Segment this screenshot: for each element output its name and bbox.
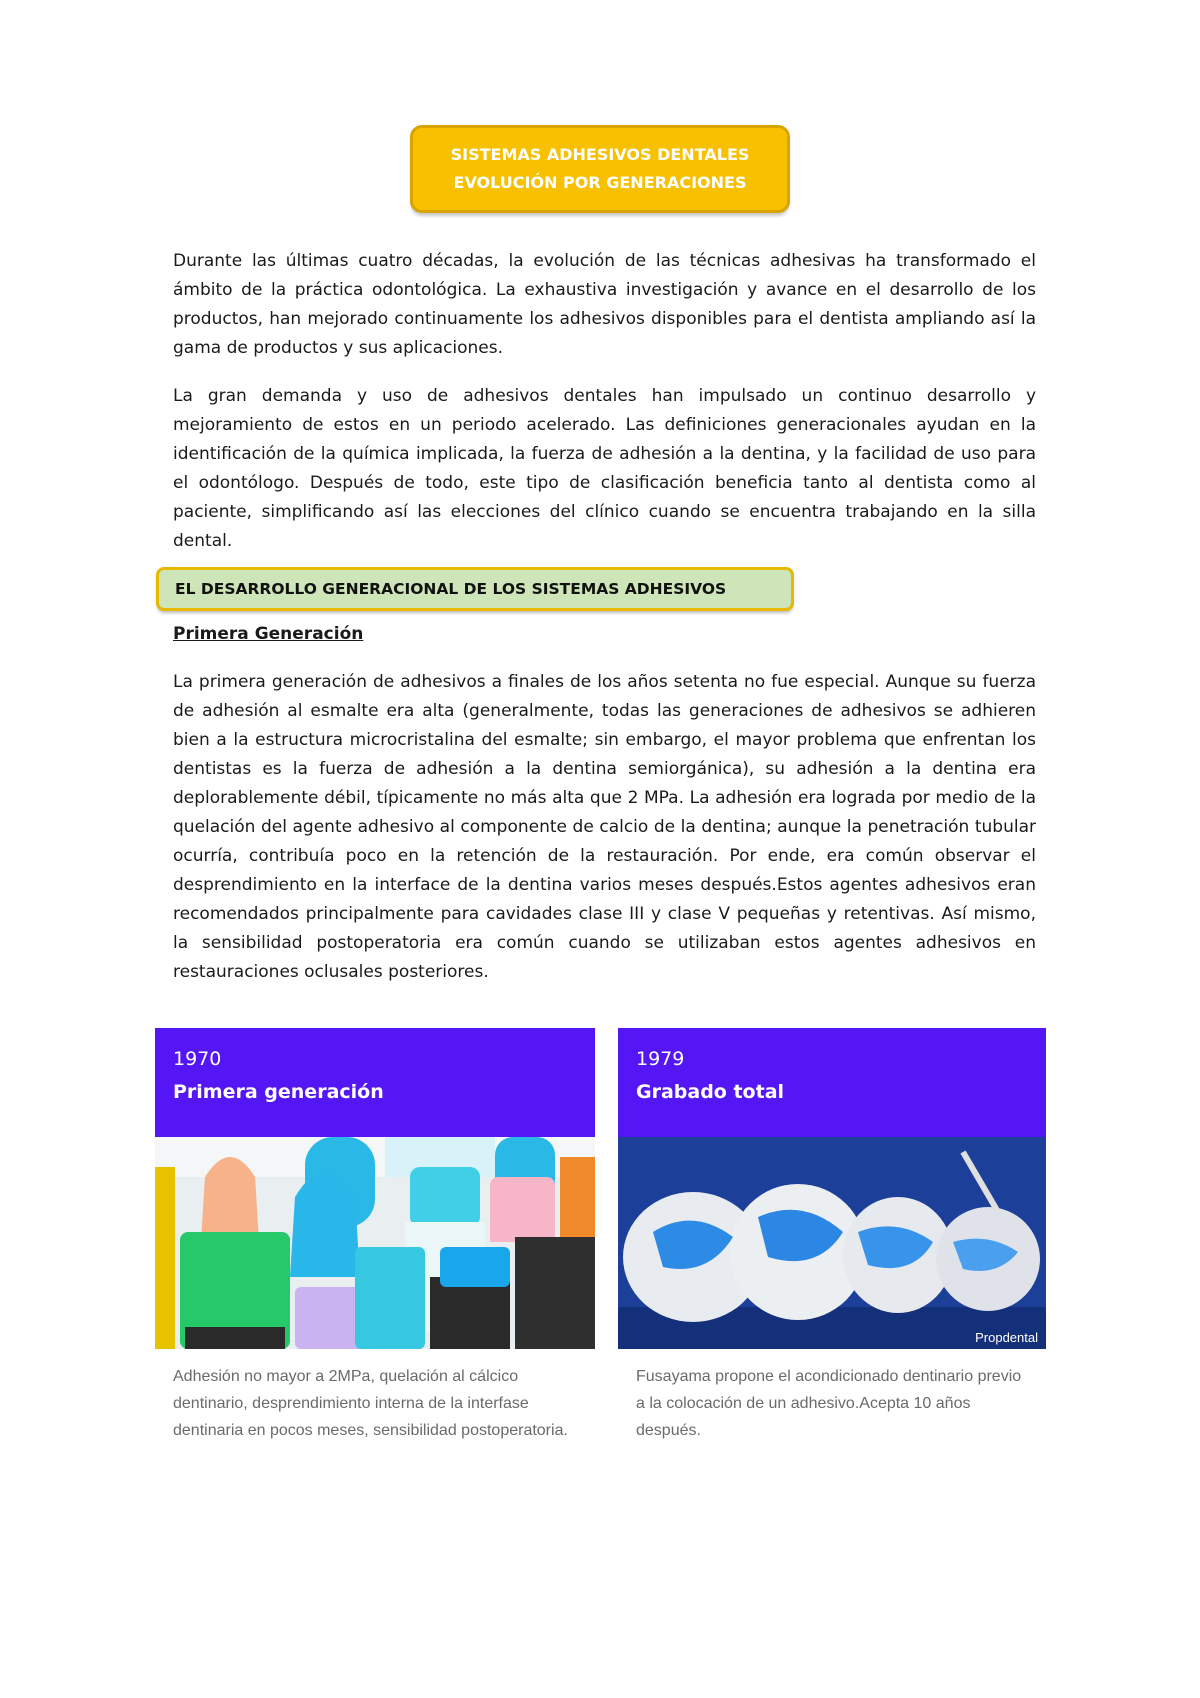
timeline-card-1979 bbox=[618, 1028, 1046, 1444]
card-header bbox=[618, 1028, 1046, 1137]
subheading-primera-generacion: Primera Generación bbox=[173, 624, 364, 644]
intro-paragraph-2: La gran demanda y uso de adhesivos dentales han impulsado un continuo desarrollo y mejoramiento de estos en un periodo acelerado. Las definiciones generacionales ayudan en la identificación de la química implicada, la fuerza de adhesión a la dentina, y la facilidad de uso para el odontólogo. Después de todo, este tipo de clasificación beneficia tanto al dentista como al paciente, simplificando así las elecciones del clínico cuando se encuentra trabajando en la silla dental. bbox=[173, 386, 1036, 551]
adhesive-bottles-image bbox=[155, 1137, 595, 1349]
card-year: 1979 bbox=[636, 1048, 685, 1070]
card-description: Fusayama propone el acondicionado dentinario previo a la colocación de un adhesivo.Acepta 10 años después. bbox=[636, 1368, 1022, 1439]
section-heading-box bbox=[156, 567, 794, 611]
document-title-box bbox=[410, 125, 790, 213]
title-line-1: SISTEMAS ADHESIVOS DENTALES bbox=[450, 145, 750, 164]
image-watermark: Propdental bbox=[975, 1330, 1038, 1345]
card-header bbox=[155, 1028, 595, 1137]
card-year: 1970 bbox=[173, 1048, 222, 1070]
section-paragraph: La primera generación de adhesivos a finales de los años setenta no fue especial. Aunque su fuerza de adhesión al esmalte era alta (generalmente, todas las generaciones de adhesivos se adhieren bien a la estructura microcristalina del esmalte; sin embargo, el mayor problema que enfrentan los dentistas es la fuerza de adhesión a la dentina semiorgánica), su adhesión a la dentina era deplorablemente débil, típicamente no más alta que 2 MPa. La adhesión era lograda por medio de la quelación del agente adhesivo al componente de calcio de la dentina; aunque la penetración tubular ocurría, contribuía poco en la retención de la restauración. Por ende, era común observar el desprendimiento en la interface de la dentina varios meses después.Estos agentes adhesivos eran recomendados principalmente para cavidades clase III y clase V pequeñas y retentivas. Así mismo, la sensibilidad postoperatoria era común cuando se utilizaban estos agentes adhesivos en restauraciones oclusales posteriores. bbox=[173, 672, 1036, 982]
title-line-2: EVOLUCIÓN POR GENERACIONES bbox=[453, 173, 747, 192]
card-description: Adhesión no mayor a 2MPa, quelación al cálcico dentinario, desprendimiento interna de la interfase dentinaria en pocos meses, sensibilidad postoperatoria. bbox=[173, 1368, 568, 1439]
card-title: Grabado total bbox=[636, 1081, 785, 1103]
section-heading: EL DESARROLLO GENERACIONAL DE LOS SISTEMAS ADHESIVOS bbox=[175, 580, 727, 598]
card-title: Primera generación bbox=[173, 1081, 384, 1103]
intro-paragraph-1: Durante las últimas cuatro décadas, la evolución de las técnicas adhesivas ha transformado el ámbito de la práctica odontológica. La exhaustiva investigación y avance en el desarrollo de los productos, han mejorado continuamente los adhesivos disponibles para el dentista ampliando así la gama de productos y sus aplicaciones. bbox=[173, 251, 1036, 358]
etched-teeth-image bbox=[618, 1137, 1046, 1349]
timeline-card-1970 bbox=[155, 1028, 595, 1444]
